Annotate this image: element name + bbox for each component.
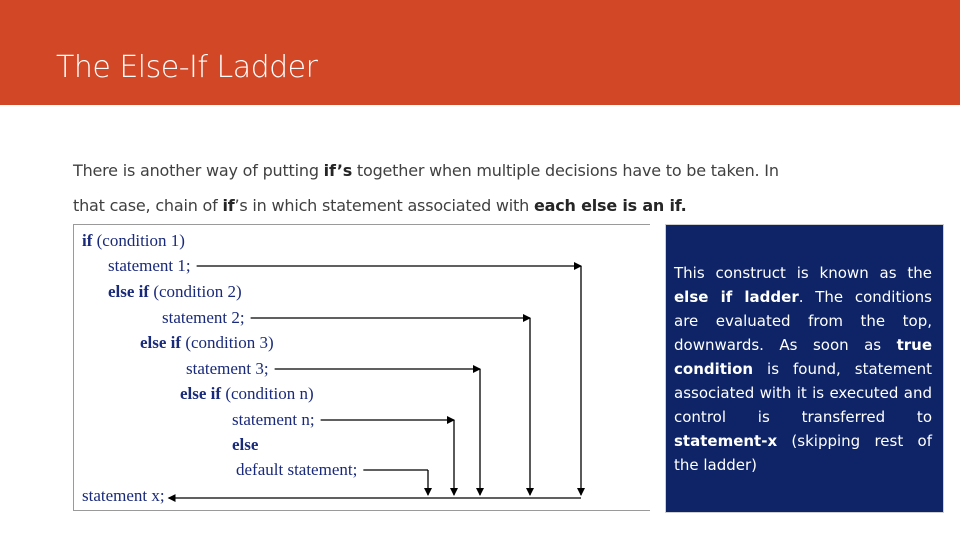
code-line-11: statement x;: [82, 486, 165, 505]
slide-title: The Else-If Ladder: [56, 50, 318, 85]
code-line-1: if (condition 1): [82, 231, 185, 250]
code-line-7: else if (condition n): [180, 384, 314, 403]
code-line-10: default statement;: [236, 460, 358, 479]
body-text-line-1: [73, 161, 779, 180]
code-line-9: else: [232, 435, 259, 454]
code-line-2: statement 1;: [108, 256, 191, 275]
code-line-6: statement 3;: [186, 359, 269, 378]
callout-text-part: . The conditions are evaluated from the top, downwards. As soon as: [674, 288, 932, 354]
body-text: ’s in which statement associated with: [234, 196, 534, 215]
callout-text: [674, 261, 932, 477]
callout-text-part: This construct is known as the: [674, 264, 932, 282]
body-text: that case, chain of: [73, 196, 223, 215]
callout-emphasis: else if ladder: [674, 288, 799, 306]
callout-text-part: is found, statement associated with it is executed and control is transferred to: [674, 360, 932, 426]
code-line-4: statement 2;: [162, 308, 245, 327]
callout-emphasis: statement-x: [674, 432, 778, 450]
callout-emphasis: true condition: [674, 336, 932, 378]
body-text-bold: if: [222, 196, 235, 215]
title-bar: [0, 0, 960, 105]
code-line-8: statement n;: [232, 410, 315, 429]
body-text-bold: each else is an if.: [533, 196, 687, 215]
code-line-3: else if (condition 2): [108, 282, 242, 301]
ladder-diagram-svg: [74, 225, 650, 510]
else-if-ladder-diagram: [73, 224, 650, 511]
body-text-line-2: [73, 196, 687, 215]
body-text: There is another way of putting: [73, 161, 324, 180]
body-text: together when multiple decisions have to be taken. In: [352, 161, 779, 180]
explanation-callout: [665, 224, 944, 513]
body-text-bold: if’s: [323, 161, 353, 180]
code-line-5: else if (condition 3): [140, 333, 274, 352]
callout-text-part: (skipping rest of the ladder): [674, 432, 932, 474]
